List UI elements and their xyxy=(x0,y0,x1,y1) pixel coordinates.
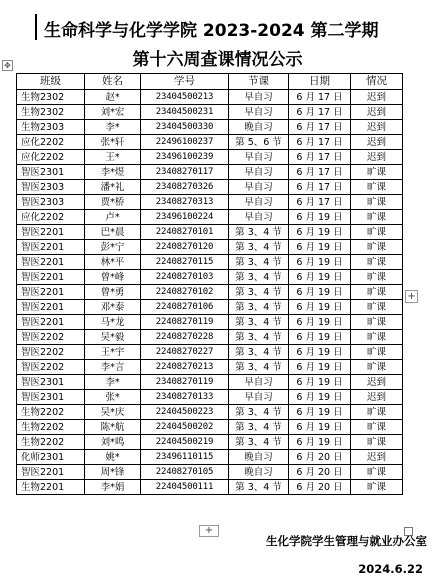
cell-name[interactable]: 潘*礼 xyxy=(85,180,141,195)
cell-period[interactable]: 早自习 xyxy=(229,180,289,195)
cell-period[interactable]: 晚自习 xyxy=(229,120,289,135)
cell-class[interactable]: 化师2301 xyxy=(17,450,85,465)
table-row xyxy=(17,285,403,300)
cell-student-id[interactable]: 22404500111 xyxy=(141,480,229,495)
table-move-icon[interactable]: ✥ xyxy=(2,60,13,71)
cell-class[interactable]: 智医2201 xyxy=(17,315,85,330)
cell-student-id[interactable]: 22404500219 xyxy=(141,435,229,450)
cell-name[interactable]: 姚* xyxy=(85,450,141,465)
cell-date[interactable]: 6 月 17 日 xyxy=(289,135,351,150)
cell-status[interactable]: 旷课 xyxy=(351,360,403,375)
cell-status[interactable]: 旷课 xyxy=(351,225,403,240)
cell-name[interactable]: 陈*航 xyxy=(85,420,141,435)
cell-status[interactable]: 旷课 xyxy=(351,210,403,225)
cell-name[interactable]: 张*轩 xyxy=(85,135,141,150)
cell-status[interactable]: 迟到 xyxy=(351,450,403,465)
cell-date[interactable]: 6 月 17 日 xyxy=(289,90,351,105)
cell-date[interactable]: 6 月 17 日 xyxy=(289,120,351,135)
cell-date[interactable]: 6 月 20 日 xyxy=(289,450,351,465)
table-row xyxy=(17,105,403,120)
header-period: 节课 xyxy=(229,74,289,90)
cell-name[interactable]: 王*宇 xyxy=(85,345,141,360)
cell-student-id[interactable]: 23408270326 xyxy=(141,180,229,195)
cell-class[interactable]: 生物2302 xyxy=(17,90,85,105)
cell-student-id[interactable]: 22408270115 xyxy=(141,255,229,270)
cell-period[interactable]: 晚自习 xyxy=(229,450,289,465)
cell-status[interactable]: 旷课 xyxy=(351,270,403,285)
cell-period[interactable]: 第 3、4 节 xyxy=(229,420,289,435)
cell-date[interactable]: 6 月 19 日 xyxy=(289,300,351,315)
cell-date[interactable]: 6 月 19 日 xyxy=(289,315,351,330)
table-row xyxy=(17,480,403,495)
cell-class[interactable]: 应化2202 xyxy=(17,210,85,225)
cell-name[interactable]: 李*言 xyxy=(85,360,141,375)
cell-date[interactable]: 6 月 20 日 xyxy=(289,465,351,480)
cell-status[interactable]: 旷课 xyxy=(351,330,403,345)
table-row xyxy=(17,450,403,465)
cell-name[interactable]: 李* xyxy=(85,120,141,135)
cell-class[interactable]: 智医2202 xyxy=(17,345,85,360)
cell-student-id[interactable]: 22408270106 xyxy=(141,300,229,315)
table-row xyxy=(17,375,403,390)
table-row xyxy=(17,120,403,135)
table-row xyxy=(17,240,403,255)
cell-period[interactable]: 早自习 xyxy=(229,390,289,405)
cell-date[interactable]: 6 月 19 日 xyxy=(289,285,351,300)
cell-status[interactable]: 旷课 xyxy=(351,180,403,195)
cell-student-id[interactable]: 23404500330 xyxy=(141,120,229,135)
cell-class[interactable]: 智医2201 xyxy=(17,465,85,480)
cell-period[interactable]: 第 3、4 节 xyxy=(229,360,289,375)
cell-class[interactable]: 智医2301 xyxy=(17,390,85,405)
cell-date[interactable]: 6 月 17 日 xyxy=(289,165,351,180)
cell-status[interactable]: 迟到 xyxy=(351,105,403,120)
cell-status[interactable]: 旷课 xyxy=(351,285,403,300)
cell-status[interactable]: 旷课 xyxy=(351,165,403,180)
header-name: 姓名 xyxy=(85,74,141,90)
cell-class[interactable]: 智医2301 xyxy=(17,165,85,180)
table-row xyxy=(17,435,403,450)
table-row xyxy=(17,225,403,240)
cell-student-id[interactable]: 23404500213 xyxy=(141,90,229,105)
cell-name[interactable]: 曾*勇 xyxy=(85,285,141,300)
cell-student-id[interactable]: 22408270102 xyxy=(141,285,229,300)
cell-name[interactable]: 马*龙 xyxy=(85,315,141,330)
footer-date: 2024.6.22 xyxy=(358,562,423,576)
cell-class[interactable]: 生物2202 xyxy=(17,405,85,420)
cell-date[interactable]: 6 月 20 日 xyxy=(289,480,351,495)
table-row xyxy=(17,90,403,105)
table-row xyxy=(17,465,403,480)
cell-name[interactable]: 李*娟 xyxy=(85,480,141,495)
text-cursor xyxy=(35,14,37,40)
cell-name[interactable]: 张* xyxy=(85,390,141,405)
header-student-id: 学号 xyxy=(141,74,229,90)
cell-status[interactable]: 旷课 xyxy=(351,300,403,315)
cell-date[interactable]: 6 月 19 日 xyxy=(289,225,351,240)
cell-status[interactable]: 旷课 xyxy=(351,195,403,210)
cell-class[interactable]: 智医2201 xyxy=(17,255,85,270)
table-row xyxy=(17,135,403,150)
cell-period[interactable]: 第 3、4 节 xyxy=(229,480,289,495)
cell-class[interactable]: 生物2202 xyxy=(17,435,85,450)
cell-date[interactable]: 6 月 19 日 xyxy=(289,435,351,450)
cell-class[interactable]: 智医2201 xyxy=(17,285,85,300)
cell-name[interactable]: 巴*晨 xyxy=(85,225,141,240)
table-row xyxy=(17,300,403,315)
table-row xyxy=(17,180,403,195)
cell-period[interactable]: 早自习 xyxy=(229,165,289,180)
footer-office: 生化学院学生管理与就业办公室 xyxy=(266,534,427,548)
cell-class[interactable]: 生物2302 xyxy=(17,105,85,120)
cell-name[interactable]: 刘*鸣 xyxy=(85,435,141,450)
cell-status[interactable]: 旷课 xyxy=(351,420,403,435)
cell-class[interactable]: 生物2202 xyxy=(17,420,85,435)
cell-date[interactable]: 6 月 19 日 xyxy=(289,255,351,270)
cell-period[interactable]: 第 3、4 节 xyxy=(229,240,289,255)
cell-date[interactable]: 6 月 17 日 xyxy=(289,195,351,210)
cell-class[interactable]: 生物2201 xyxy=(17,480,85,495)
cell-student-id[interactable]: 22408270103 xyxy=(141,270,229,285)
cell-student-id[interactable]: 22408270120 xyxy=(141,240,229,255)
cell-class[interactable]: 智医2202 xyxy=(17,330,85,345)
header-date: 日期 xyxy=(289,74,351,90)
cell-class[interactable]: 应化2202 xyxy=(17,150,85,165)
cell-name[interactable]: 李*煜 xyxy=(85,165,141,180)
table-row xyxy=(17,270,403,285)
cell-student-id[interactable]: 23408270117 xyxy=(141,165,229,180)
cell-period[interactable]: 早自习 xyxy=(229,150,289,165)
cell-name[interactable]: 王* xyxy=(85,150,141,165)
table-row xyxy=(17,165,403,180)
cell-name[interactable]: 卢* xyxy=(85,210,141,225)
cell-name[interactable]: 李* xyxy=(85,375,141,390)
cell-period[interactable]: 第 5、6 节 xyxy=(229,135,289,150)
cell-date[interactable]: 6 月 19 日 xyxy=(289,360,351,375)
cell-name[interactable]: 吴*毅 xyxy=(85,330,141,345)
table-row xyxy=(17,390,403,405)
cell-status[interactable]: 旷课 xyxy=(351,315,403,330)
cell-period[interactable]: 第 3、4 节 xyxy=(229,225,289,240)
table-row xyxy=(17,255,403,270)
table-row xyxy=(17,345,403,360)
cell-student-id[interactable]: 23408270133 xyxy=(141,390,229,405)
header-status: 情况 xyxy=(351,74,403,90)
cell-period[interactable]: 第 3、4 节 xyxy=(229,255,289,270)
cell-student-id[interactable]: 23496100224 xyxy=(141,210,229,225)
cell-period[interactable]: 早自习 xyxy=(229,195,289,210)
cell-class[interactable]: 智医2202 xyxy=(17,360,85,375)
cell-class[interactable]: 智医2201 xyxy=(17,300,85,315)
cell-class[interactable]: 智医2201 xyxy=(17,270,85,285)
cell-student-id[interactable]: 22408270101 xyxy=(141,225,229,240)
cell-status[interactable]: 旷课 xyxy=(351,435,403,450)
cell-status[interactable]: 迟到 xyxy=(351,90,403,105)
cell-name[interactable]: 赵* xyxy=(85,90,141,105)
cell-status[interactable]: 迟到 xyxy=(351,135,403,150)
cell-status[interactable]: 迟到 xyxy=(351,150,403,165)
cell-name[interactable]: 周*锋 xyxy=(85,465,141,480)
cell-student-id[interactable]: 22408270119 xyxy=(141,315,229,330)
cell-period[interactable]: 早自习 xyxy=(229,375,289,390)
cell-date[interactable]: 6 月 17 日 xyxy=(289,105,351,120)
cell-date[interactable]: 6 月 19 日 xyxy=(289,240,351,255)
cell-period[interactable]: 第 3、4 节 xyxy=(229,300,289,315)
cell-date[interactable]: 6 月 19 日 xyxy=(289,375,351,390)
cell-period[interactable]: 第 3、4 节 xyxy=(229,435,289,450)
cell-period[interactable]: 第 3、4 节 xyxy=(229,285,289,300)
cell-period[interactable]: 第 3、4 节 xyxy=(229,315,289,330)
cell-class[interactable]: 生物2303 xyxy=(17,120,85,135)
table-row xyxy=(17,420,403,435)
cell-class[interactable]: 智医2201 xyxy=(17,225,85,240)
cell-date[interactable]: 6 月 19 日 xyxy=(289,330,351,345)
cell-period[interactable]: 早自习 xyxy=(229,210,289,225)
cell-class[interactable]: 智医2303 xyxy=(17,195,85,210)
cell-student-id[interactable]: 23404500231 xyxy=(141,105,229,120)
cell-period[interactable]: 晚自习 xyxy=(229,465,289,480)
cell-status[interactable]: 迟到 xyxy=(351,390,403,405)
cell-status[interactable]: 旷课 xyxy=(351,405,403,420)
cell-class[interactable]: 智医2301 xyxy=(17,375,85,390)
cell-class[interactable]: 智医2303 xyxy=(17,180,85,195)
cell-date[interactable]: 6 月 19 日 xyxy=(289,345,351,360)
cell-student-id[interactable]: 23408270119 xyxy=(141,375,229,390)
cell-period[interactable]: 早自习 xyxy=(229,90,289,105)
cell-class[interactable]: 智医2201 xyxy=(17,240,85,255)
table-row xyxy=(17,405,403,420)
cell-period[interactable]: 第 3、4 节 xyxy=(229,330,289,345)
table-header-row xyxy=(17,74,403,90)
cell-name[interactable]: 曾*峰 xyxy=(85,270,141,285)
table-row xyxy=(17,360,403,375)
cell-status[interactable]: 旷课 xyxy=(351,465,403,480)
cell-name[interactable]: 刘*宏 xyxy=(85,105,141,120)
document-subtitle: 第十六周查课情况公示 xyxy=(132,50,303,70)
cell-date[interactable]: 6 月 19 日 xyxy=(289,420,351,435)
cell-date[interactable]: 6 月 19 日 xyxy=(289,270,351,285)
cell-student-id[interactable]: 22404500223 xyxy=(141,405,229,420)
cell-status[interactable]: 迟到 xyxy=(351,375,403,390)
cell-period[interactable]: 第 3、4 节 xyxy=(229,270,289,285)
add-column-button[interactable]: + xyxy=(405,290,418,303)
cell-student-id[interactable]: 22408270228 xyxy=(141,330,229,345)
add-row-button[interactable]: + xyxy=(199,525,219,537)
cell-name[interactable]: 林*平 xyxy=(85,255,141,270)
table-row xyxy=(17,330,403,345)
cell-status[interactable]: 旷课 xyxy=(351,255,403,270)
table-row xyxy=(17,210,403,225)
cell-name[interactable]: 吴*庆 xyxy=(85,405,141,420)
cell-status[interactable]: 旷课 xyxy=(351,345,403,360)
cell-student-id[interactable]: 23496100239 xyxy=(141,150,229,165)
cell-period[interactable]: 第 3、4 节 xyxy=(229,405,289,420)
cell-student-id[interactable]: 22408270105 xyxy=(141,465,229,480)
cell-status[interactable]: 旷课 xyxy=(351,240,403,255)
header-class: 班级 xyxy=(17,74,85,90)
cell-class[interactable]: 应化2202 xyxy=(17,135,85,150)
cell-date[interactable]: 6 月 19 日 xyxy=(289,210,351,225)
table-row xyxy=(17,150,403,165)
cell-date[interactable]: 6 月 19 日 xyxy=(289,390,351,405)
attendance-table xyxy=(16,73,403,495)
cell-student-id[interactable]: 22404500202 xyxy=(141,420,229,435)
cell-name[interactable]: 贾*桥 xyxy=(85,195,141,210)
cell-student-id[interactable]: 23496110115 xyxy=(141,450,229,465)
cell-date[interactable]: 6 月 17 日 xyxy=(289,150,351,165)
cell-period[interactable]: 早自习 xyxy=(229,105,289,120)
document-title: 生命科学与化学学院 2023-2024 第二学期 xyxy=(44,21,379,41)
cell-period[interactable]: 第 3、4 节 xyxy=(229,345,289,360)
cell-date[interactable]: 6 月 17 日 xyxy=(289,180,351,195)
cell-status[interactable]: 迟到 xyxy=(351,120,403,135)
table-row xyxy=(17,195,403,210)
cell-student-id[interactable]: 22496100237 xyxy=(141,135,229,150)
cell-student-id[interactable]: 22408270227 xyxy=(141,345,229,360)
cell-student-id[interactable]: 22408270213 xyxy=(141,360,229,375)
cell-student-id[interactable]: 23408270313 xyxy=(141,195,229,210)
cell-name[interactable]: 彭*宁 xyxy=(85,240,141,255)
cell-name[interactable]: 邓*泰 xyxy=(85,300,141,315)
cell-date[interactable]: 6 月 19 日 xyxy=(289,405,351,420)
cell-status[interactable]: 旷课 xyxy=(351,480,403,495)
table-row xyxy=(17,315,403,330)
